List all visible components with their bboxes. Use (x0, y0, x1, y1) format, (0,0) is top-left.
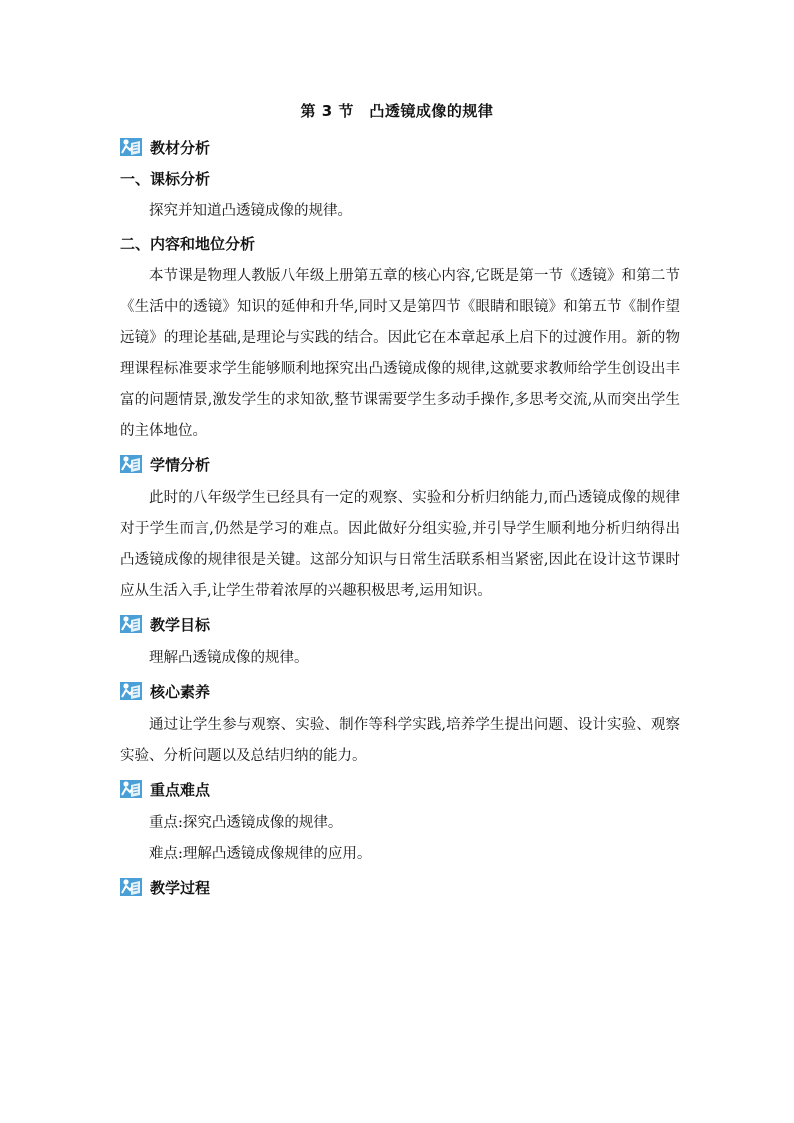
book-reader-icon (120, 614, 142, 634)
paragraph-xueqing: 此时的八年级学生已经具有一定的观察、实验和分析归纳能力,而凸透镜成像的规律对于学生而言,仍然是学习的难点。因此做好分组实验,并引导学生顺利地分析归纳得出凸透镜成像的规律很是关键。这部分知识与日常生活联系相当紧密,因此在设计这节课时应从生活入手,让学生带着浓厚的兴趣积极思考,运用知识。 (120, 490, 680, 599)
subsection-header-kebiao: 一、课标分析 (120, 170, 211, 188)
book-reader-icon (120, 137, 142, 157)
section-header-jiaocai (120, 134, 680, 160)
section-header-guocheng (120, 874, 680, 900)
section-label: 教学目标 (150, 615, 211, 634)
book-reader-icon (120, 681, 142, 701)
section-label: 教学过程 (150, 878, 211, 897)
book-reader-icon (120, 779, 142, 799)
section-label: 教材分析 (150, 138, 211, 157)
paragraph-neirong: 本节课是物理人教版八年级上册第五章的核心内容,它既是第一节《透镜》和第二节《生活中的透镜》知识的延伸和升华,同时又是第四节《眼睛和眼镜》和第五节《制作望远镜》的理论基础,是理论与实践的结合。因此它在本章起承上启下的过渡作用。新的物理课程标准要求学生能够顺利地探究出凸透镜成像的规律,这就要求教师给学生创设出丰富的问题情景,激发学生的求知欲,整节课需要学生多动手操作,多思考交流,从而突出学生的主体地位。 (120, 268, 680, 439)
page-title: 第 3 节 凸透镜成像的规律 (300, 102, 494, 120)
subsection-header-neirong: 二、内容和地位分析 (120, 235, 256, 253)
section-header-xueqing (120, 451, 680, 477)
section-header-zhongdian (120, 776, 680, 802)
section-label: 重点难点 (150, 780, 211, 799)
book-reader-icon (120, 454, 142, 474)
book-reader-icon (120, 877, 142, 897)
paragraph-key-point: 重点:探究凸透镜成像的规律。 (149, 815, 343, 831)
paragraph-suyang: 通过让学生参与观察、实验、制作等科学实践,培养学生提出问题、设计实验、观察实验、分析问题以及总结归纳的能力。 (120, 717, 680, 764)
section-label: 核心素养 (150, 682, 211, 701)
paragraph-kebiao: 探究并知道凸透镜成像的规律。 (149, 203, 352, 219)
section-header-suyang (120, 678, 680, 704)
section-label: 学情分析 (150, 455, 211, 474)
paragraph-difficult-point: 难点:理解凸透镜成像规律的应用。 (149, 846, 372, 862)
section-header-mubiao (120, 611, 680, 637)
paragraph-mubiao: 理解凸透镜成像的规律。 (149, 650, 309, 666)
document-body (120, 130, 680, 906)
